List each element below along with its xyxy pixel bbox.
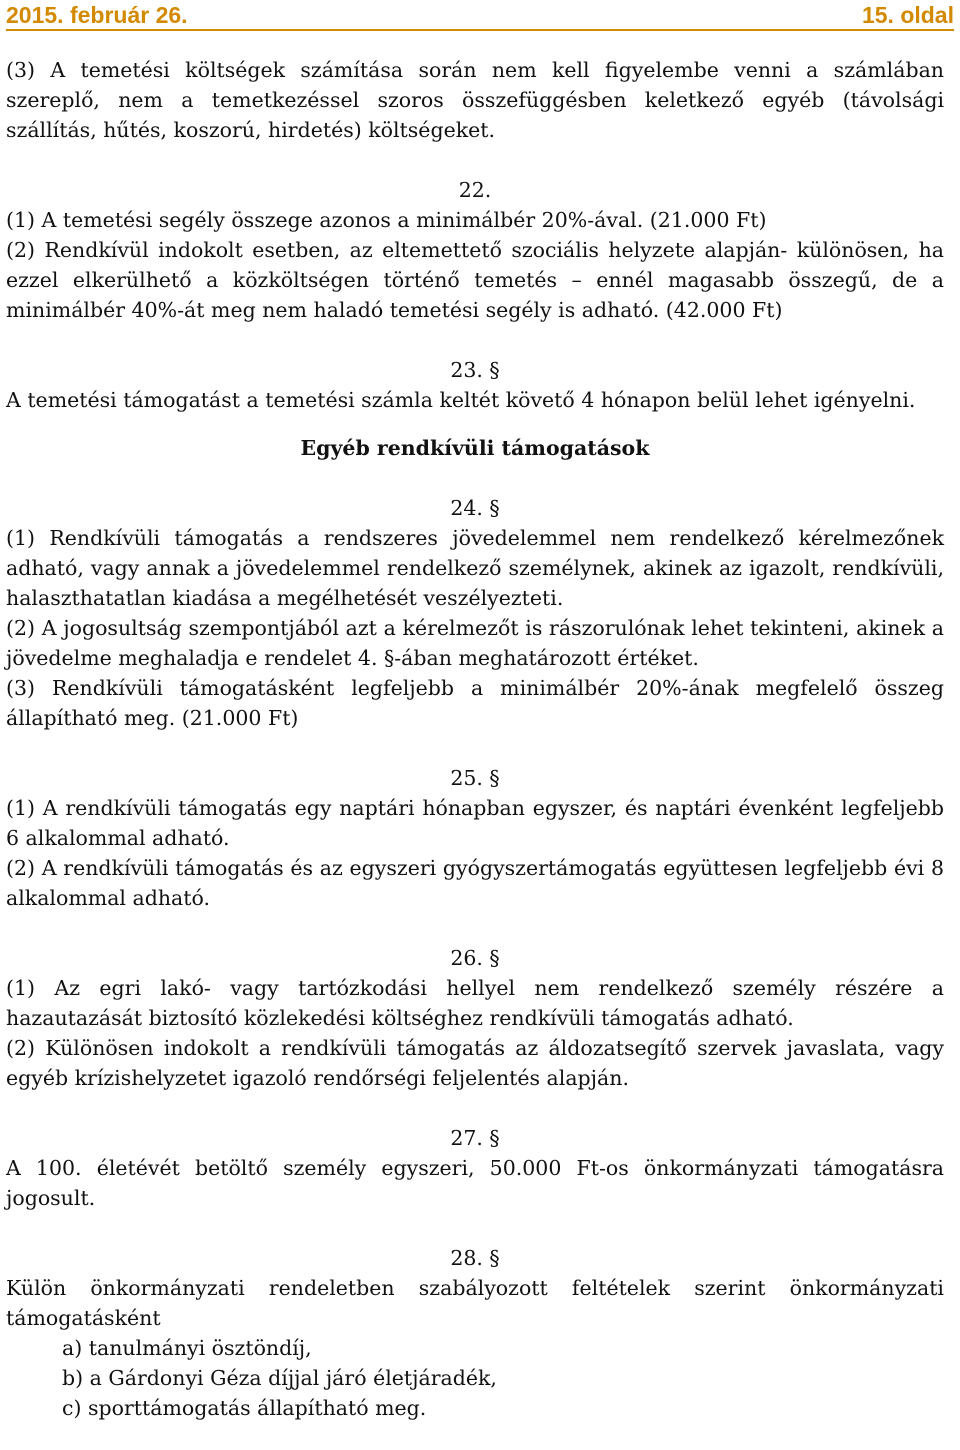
section-28-number: 28. §	[450, 1246, 500, 1270]
list-item: c) sporttámogatás állapítható meg.	[62, 1396, 427, 1420]
header-page-number: 15. oldal	[861, 2, 954, 28]
paragraph-22-2: (2) Rendkívül indokolt esetben, az eltemettető szociális helyzete alapján- különösen, ha ezzel elkerülhető a közköltségen történő temetés – ennél magasabb összegű, de a minimálbér 40%-át meg nem haladó temetési segély is adható. (42.000 Ft)	[6, 238, 944, 322]
paragraph-26-2: (2) Különösen indokolt a rendkívüli támogatás az áldozatsegítő szervek javaslata, vagy egyéb krízishelyzetet igazoló rendőrségi feljelentés alapján.	[6, 1036, 944, 1090]
document-body	[6, 55, 944, 1423]
section-26-number: 26. §	[450, 946, 500, 970]
paragraph-26-1: (1) Az egri lakó- vagy tartózkodási hellyel nem rendelkező személy részére a hazautazását biztosító közlekedési költséghez rendkívüli támogatás adható.	[6, 976, 944, 1030]
section-24-number: 24. §	[450, 496, 500, 520]
paragraph-28: Külön önkormányzati rendeletben szabályozott feltételek szerint önkormányzati támogatásként	[6, 1276, 944, 1330]
section-22-number: 22.	[458, 178, 492, 202]
section-23-number: 23. §	[450, 358, 500, 382]
paragraph-24-1: (1) Rendkívüli támogatás a rendszeres jövedelemmel nem rendelkező kérelmezőnek adható, vagy annak a jövedelemmel rendelkező személynek, akinek az igazolt, rendkívüli, halaszthatatlan kiadása a megélhetését veszélyezteti.	[6, 526, 944, 610]
section-27-number: 27. §	[450, 1126, 500, 1150]
paragraph-25-1: (1) A rendkívüli támogatás egy naptári hónapban egyszer, és naptári évenként legfeljebb 6 alkalommal adható.	[6, 796, 944, 850]
paragraph-24-3: (3) Rendkívüli támogatásként legfeljebb a minimálbér 20%-ának megfelelő összeg állapítható meg. (21.000 Ft)	[6, 676, 944, 730]
header-date: 2015. február 26.	[6, 2, 188, 28]
page-header	[6, 0, 954, 30]
list-item: a) tanulmányi ösztöndíj,	[62, 1336, 312, 1360]
header-rule	[6, 29, 954, 31]
paragraph-21-3: (3) A temetési költségek számítása során nem kell figyelembe venni a számlában szereplő, nem a temetkezéssel szoros összefüggésben keletkező egyéb (távolsági szállítás, hűtés, koszorú, hirdetés) költségeket.	[6, 58, 944, 142]
section-25-number: 25. §	[450, 766, 500, 790]
paragraph-22-1: (1) A temetési segély összege azonos a minimálbér 20%-ával. (21.000 Ft)	[6, 208, 767, 232]
paragraph-27: A 100. életévét betöltő személy egyszeri, 50.000 Ft-os önkormányzati támogatásra jogosult.	[6, 1156, 944, 1210]
section-heading-other-support: Egyéb rendkívüli támogatások	[300, 436, 650, 460]
paragraph-23: A temetési támogatást a temetési számla keltét követő 4 hónapon belül lehet igényelni.	[6, 388, 916, 412]
list-item: b) a Gárdonyi Géza díjjal járó életjáradék,	[62, 1366, 497, 1390]
paragraph-25-2: (2) A rendkívüli támogatás és az egyszeri gyógyszertámogatás együttesen legfeljebb évi 8 alkalommal adható.	[6, 856, 944, 910]
paragraph-24-2: (2) A jogosultság szempontjából azt a kérelmezőt is rászorulónak lehet tekinteni, akinek a jövedelme meghaladja e rendelet 4. §-ában meghatározott értéket.	[6, 616, 944, 670]
